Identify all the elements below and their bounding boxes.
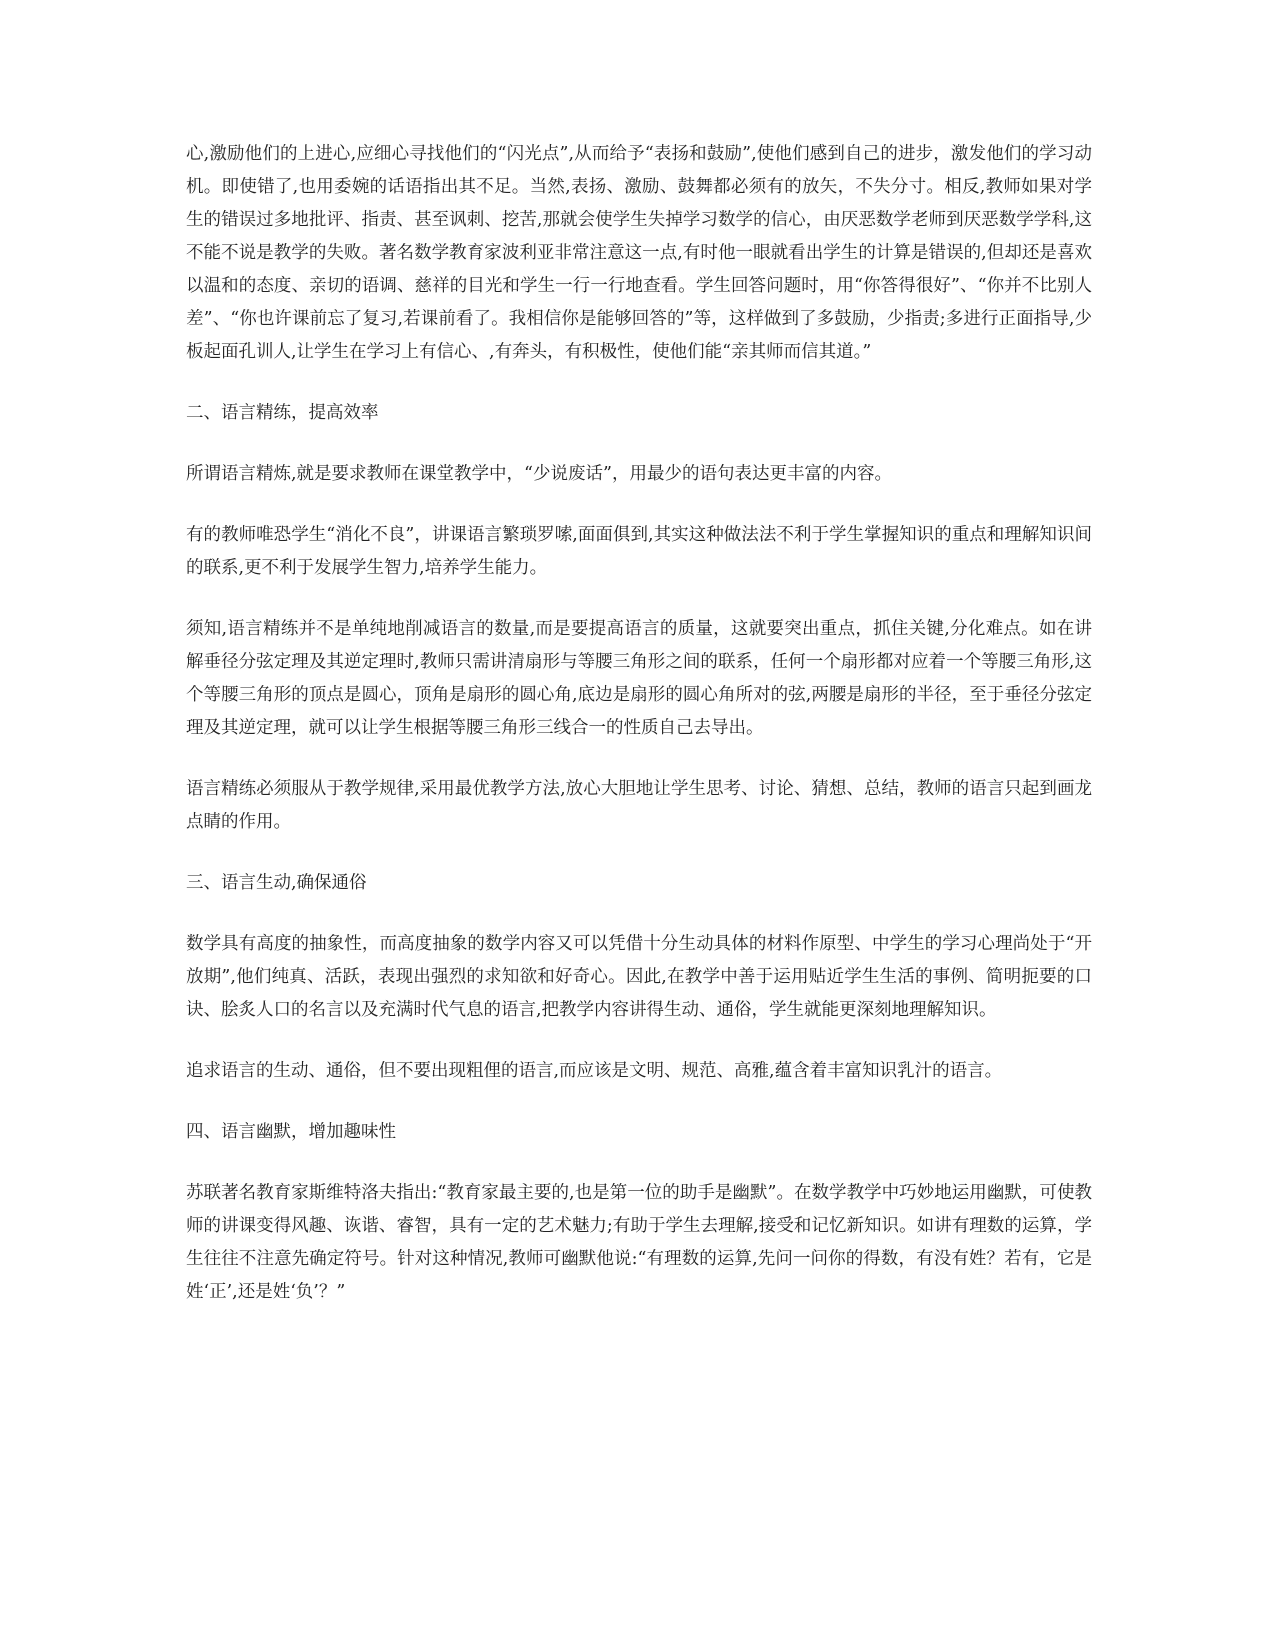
paragraph-humor: 苏联著名教育家斯维特洛夫指出:“教育家最主要的,也是第一位的助手是幽默”。在数学教学中巧妙地运用幽默，可使教师的讲课变得风趣、诙谐、睿智，具有一定的艺术魅力;有助于学生去理解,接受和记忆新知识。如讲有理数的运算，学生往往不注意先确定符号。针对这种情况,教师可幽默他说:“有理数的运算,先问一问你的得数，有没有姓？若有，它是姓‘正’,还是姓‘负’？” [186,1183,1092,1302]
paragraph-concise-example: 须知,语言精练并不是单纯地削减语言的数量,而是要提高语言的质量，这就要突出重点，抓住关键,分化难点。如在讲解垂径分弦定理及其逆定理时,教师只需讲清扇形与等腰三角形之间的联系，任何一个扇形都对应着一个等腰三角形,这个等腰三角形的顶点是圆心，顶角是扇形的圆心角,底边是扇形的圆心角所对的弦,两腰是扇形的半径，至于垂径分弦定理及其逆定理，就可以让学生根据等腰三角形三线合一的性质自己去导出。 [186,619,1092,738]
document-page [186,138,1092,1337]
section-heading-3: 三、语言生动,确保通俗 [186,873,367,893]
section-heading-4: 四、语言幽默，增加趣味性 [186,1122,396,1142]
paragraph-concise-definition: 所谓语言精炼,就是要求教师在课堂教学中，“少说废话”，用最少的语句表达更丰富的内容。 [186,464,892,484]
section-heading-2: 二、语言精练，提高效率 [186,403,379,423]
paragraph-concise-principle: 语言精练必须服从于教学规律,采用最优教学方法,放心大胆地让学生思考、讨论、猜想、总结，教师的语言只起到画龙点睛的作用。 [186,779,1092,832]
paragraph-vivid-language: 数学具有高度的抽象性，而高度抽象的数学内容又可以凭借十分生动具体的材料作原型、中学生的学习心理尚处于“开放期”,他们纯真、活跃，表现出强烈的求知欲和好奇心。因此,在教学中善于运用贴近学生生活的事例、简明扼要的口诀、脍炙人口的名言以及充满时代气息的语言,把教学内容讲得生动、通俗，学生就能更深刻地理解知识。 [186,934,1092,1020]
paragraph-encouragement: 心,激励他们的上进心,应细心寻找他们的“闪光点”,从而给予“表扬和鼓励”,使他们感到自己的进步，激发他们的学习动机。即使错了,也用委婉的话语指出其不足。当然,表扬、激励、鼓舞都必须有的放矢，不失分寸。相反,教师如果对学生的错误过多地批评、指责、甚至讽刺、挖苦,那就会使学生失掉学习数学的信心，由厌恶数学老师到厌恶数学学科,这不能不说是教学的失败。著名数学教育家波利亚非常注意这一点,有时他一眼就看出学生的计算是错误的,但却还是喜欢以温和的态度、亲切的语调、慈祥的目光和学生一行一行地查看。学生回答问题时，用“你答得很好”、“你并不比别人差”、“你也许课前忘了复习,若课前看了。我相信你是能够回答的”等，这样做到了多鼓励，少指责;多进行正面指导,少板起面孔训人,让学生在学习上有信心、,有奔头，有积极性，使他们能“亲其师而信其道。” [186,144,1092,362]
paragraph-vivid-caution: 追求语言的生动、通俗，但不要出现粗俚的语言,而应该是文明、规范、高雅,蕴含着丰富知识乳汁的语言。 [186,1061,1003,1081]
paragraph-verbose-teaching: 有的教师唯恐学生“消化不良”，讲课语言繁琐罗嗦,面面俱到,其实这种做法法不利于学生掌握知识的重点和理解知识间的联系,更不利于发展学生智力,培养学生能力。 [186,525,1092,578]
